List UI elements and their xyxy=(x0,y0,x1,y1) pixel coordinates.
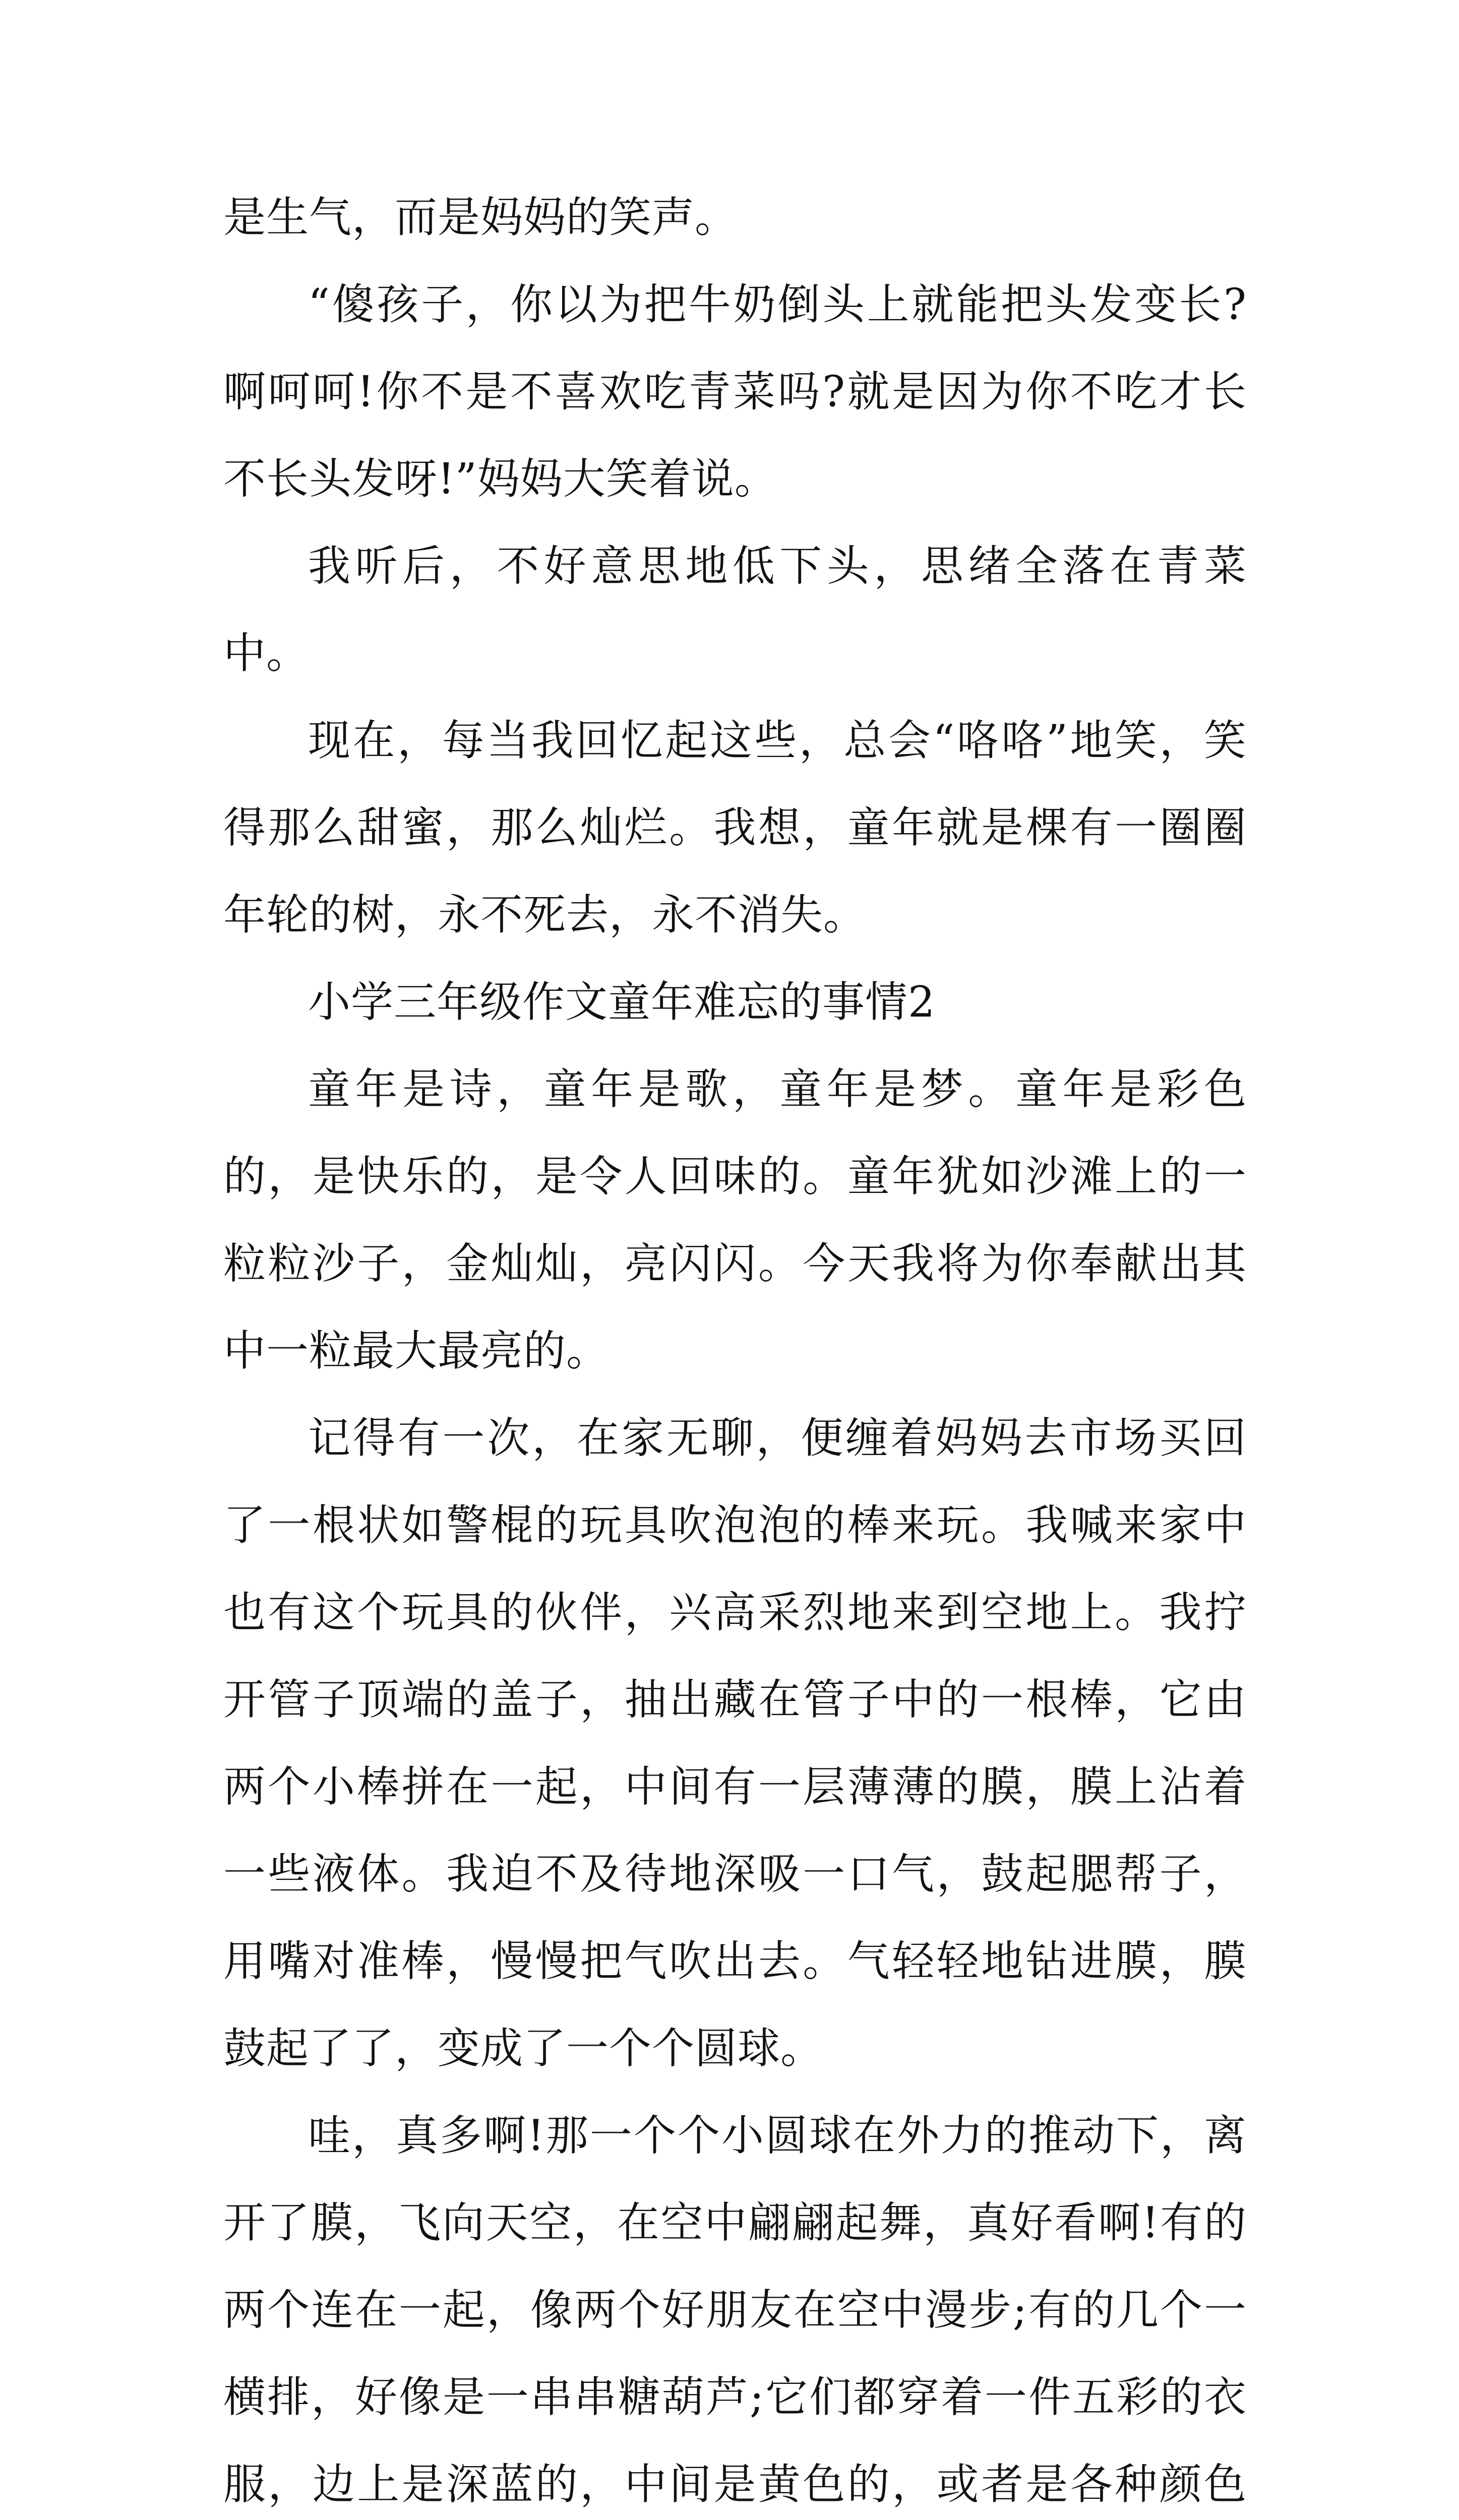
document-body xyxy=(223,174,1247,2520)
paragraph-continuation: 是生气，而是妈妈的笑声。 xyxy=(223,193,738,242)
section-heading: 小学三年级作文童年难忘的事情2 xyxy=(308,977,936,1027)
paragraph: 我听后，不好意思地低下头，思绪全落在青菜中。 xyxy=(223,541,1247,678)
paragraph: “傻孩子，你以为把牛奶倒头上就能把头发变长?啊呵呵!你不是不喜欢吃青菜吗?就是因为你不吃才长不长头发呀!”妈妈大笑着说。 xyxy=(223,280,1247,503)
paragraph: 哇，真多啊!那一个个小圆球在外力的推动下，离开了膜，飞向天空，在空中翩翩起舞，真好看啊!有的两个连在一起，像两个好朋友在空中漫步;有的几个一横排，好像是一串串糖葫芦;它们都穿着一件五彩的衣服，边上是深蓝的，中间是黄色的，或者是各种颜色 xyxy=(223,2111,1247,2509)
paragraph: 童年是诗，童年是歌，童年是梦。童年是彩色的，是快乐的，是令人回味的。童年犹如沙滩上的一粒粒沙子，金灿灿，亮闪闪。今天我将为你奉献出其中一粒最大最亮的。 xyxy=(223,1064,1247,1375)
paragraph: 记得有一次，在家无聊，便缠着妈妈去市场买回了一根状如警棍的玩具吹泡泡的棒来玩。我喊来家中也有这个玩具的伙伴，兴高采烈地来到空地上。我拧开管子顶端的盖子，抽出藏在管子中的一根棒，它由两个小棒拼在一起，中间有一层薄薄的膜，膜上沾着一些液体。我迫不及待地深吸一口气，鼓起腮帮子，用嘴对准棒，慢慢把气吹出去。气轻轻地钻进膜，膜鼓起了了，变成了一个个圆球。 xyxy=(223,1413,1247,2073)
paragraph: 现在，每当我回忆起这些，总会“咯咯”地笑，笑得那么甜蜜，那么灿烂。我想，童年就是棵有一圈圈年轮的树，永不死去，永不消失。 xyxy=(223,716,1247,939)
